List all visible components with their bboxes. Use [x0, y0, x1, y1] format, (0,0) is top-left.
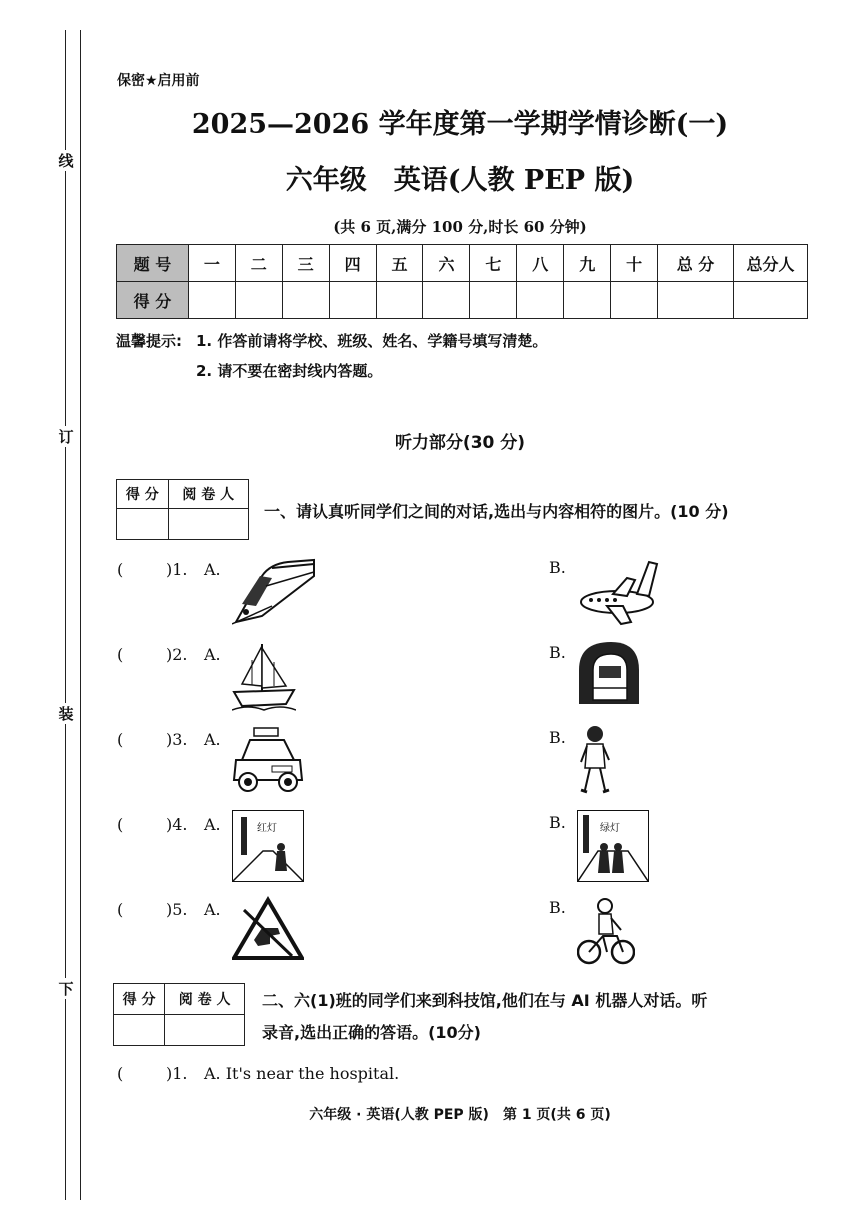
binding-line-inner	[80, 30, 81, 1200]
score-input-cell[interactable]	[329, 282, 376, 319]
binding-char-ding: 订	[55, 426, 77, 447]
option-b-label: B.	[549, 813, 566, 832]
score-header-cell: 九	[564, 245, 611, 282]
question-number: )2.	[166, 645, 188, 664]
part2-title-line1: 二、六(1)班的同学们来到科技馆,他们在与 AI 机器人对话。听	[262, 991, 708, 1010]
score-header-cell: 五	[376, 245, 423, 282]
taxi-icon[interactable]	[232, 724, 304, 796]
grader-box-part1	[116, 479, 249, 540]
pedestrians-waiting-icon	[233, 841, 303, 881]
score-input-cell[interactable]	[733, 282, 807, 319]
airplane-icon[interactable]	[577, 556, 661, 626]
tip-item: 1. 作答前请将学校、班级、姓名、学籍号填写清楚。	[196, 332, 548, 350]
grader-box-part2	[113, 983, 245, 1046]
answer-paren-open: (	[117, 730, 124, 749]
score-header-cell: 二	[235, 245, 282, 282]
part1-title: 一、请认真听同学们之间的对话,选出与内容相符的图片。(10 分)	[264, 502, 729, 521]
green-light-icon[interactable]	[577, 810, 649, 882]
score-input-cell[interactable]	[282, 282, 329, 319]
option-b-label: B.	[549, 728, 566, 747]
score-input-cell[interactable]	[235, 282, 282, 319]
option-a-text: A. It's near the hospital.	[204, 1064, 400, 1083]
red-light-icon[interactable]	[232, 810, 304, 882]
subway-icon[interactable]	[577, 640, 641, 706]
secret-label: 保密★启用前	[117, 73, 200, 89]
option-a-label: A.	[204, 645, 221, 664]
grader-reader-input[interactable]	[165, 1015, 245, 1046]
option-b-label: B.	[549, 558, 566, 577]
sailboat-icon[interactable]	[232, 640, 296, 712]
option-b-label: B.	[549, 643, 566, 662]
exam-info: (共 6 页,满分 100 分,时长 60 分钟)	[333, 218, 587, 236]
score-table-score-row	[117, 282, 808, 319]
option-a-label: A.	[204, 815, 221, 834]
listening-section-title: 听力部分(30 分)	[394, 433, 526, 453]
score-row-label: 得 分	[117, 282, 189, 319]
question-number: )4.	[166, 815, 188, 834]
grader-score-label: 得 分	[114, 984, 165, 1015]
score-header-cell: 总 分	[658, 245, 734, 282]
option-b-label: B.	[549, 898, 566, 917]
grader-score-input[interactable]	[114, 1015, 165, 1046]
green-light-label: 绿灯	[600, 823, 620, 834]
answer-paren-open: (	[117, 560, 124, 579]
walking-girl-icon[interactable]	[577, 724, 613, 796]
exam-title: 2025—2026 学年度第一学期学情诊断(一)	[191, 109, 729, 140]
score-table-header-row	[117, 245, 808, 282]
exam-subtitle: 六年级 英语(人教 PEP 版)	[285, 165, 635, 196]
warning-sign-icon[interactable]	[232, 896, 304, 962]
score-input-cell[interactable]	[611, 282, 658, 319]
score-header-cell: 三	[282, 245, 329, 282]
option-a-label: A.	[204, 900, 221, 919]
binding-char-zhuang: 装	[55, 703, 77, 724]
score-input-cell[interactable]	[517, 282, 564, 319]
score-header-cell: 八	[517, 245, 564, 282]
part2-title-line2: 录音,选出正确的答语。(10分)	[262, 1023, 481, 1042]
grader-reader-input[interactable]	[168, 509, 248, 540]
tip-item: 2. 请不要在密封线内答题。	[196, 362, 383, 380]
pedestrians-crossing-icon	[578, 837, 648, 881]
score-header-cell: 总分人	[733, 245, 807, 282]
question-number: )1.	[166, 1064, 188, 1083]
answer-paren-open: (	[117, 815, 124, 834]
grader-score-input[interactable]	[117, 509, 169, 540]
score-header-cell: 一	[188, 245, 235, 282]
question-number: )1.	[166, 560, 188, 579]
score-input-cell[interactable]	[658, 282, 734, 319]
train-icon[interactable]	[232, 556, 316, 626]
tips-label: 温馨提示:	[116, 332, 182, 350]
score-header-cell: 七	[470, 245, 517, 282]
answer-paren-open: (	[117, 1064, 124, 1083]
cyclist-icon[interactable]	[577, 896, 635, 966]
page-footer: 六年级 · 英语(人教 PEP 版) 第 1 页(共 6 页)	[309, 1107, 611, 1123]
grader-reader-label: 阅 卷 人	[168, 480, 248, 509]
score-header-cell: 四	[329, 245, 376, 282]
score-input-cell[interactable]	[376, 282, 423, 319]
grader-score-label: 得 分	[117, 480, 169, 509]
score-table	[116, 244, 808, 319]
score-input-cell[interactable]	[470, 282, 517, 319]
red-light-label: 红灯	[257, 823, 277, 834]
option-a-label: A.	[204, 730, 221, 749]
score-header-cell: 六	[423, 245, 470, 282]
score-input-cell[interactable]	[564, 282, 611, 319]
option-a-label: A.	[204, 560, 221, 579]
binding-char-xian: 线	[55, 150, 77, 171]
score-header-cell: 题 号	[117, 245, 189, 282]
question-number: )5.	[166, 900, 188, 919]
grader-reader-label: 阅 卷 人	[165, 984, 245, 1015]
answer-paren-open: (	[117, 900, 124, 919]
question-number: )3.	[166, 730, 188, 749]
score-input-cell[interactable]	[188, 282, 235, 319]
binding-char-xia: 下	[55, 978, 77, 999]
binding-line-outer	[65, 30, 66, 1200]
answer-paren-open: (	[117, 645, 124, 664]
score-input-cell[interactable]	[423, 282, 470, 319]
score-header-cell: 十	[611, 245, 658, 282]
